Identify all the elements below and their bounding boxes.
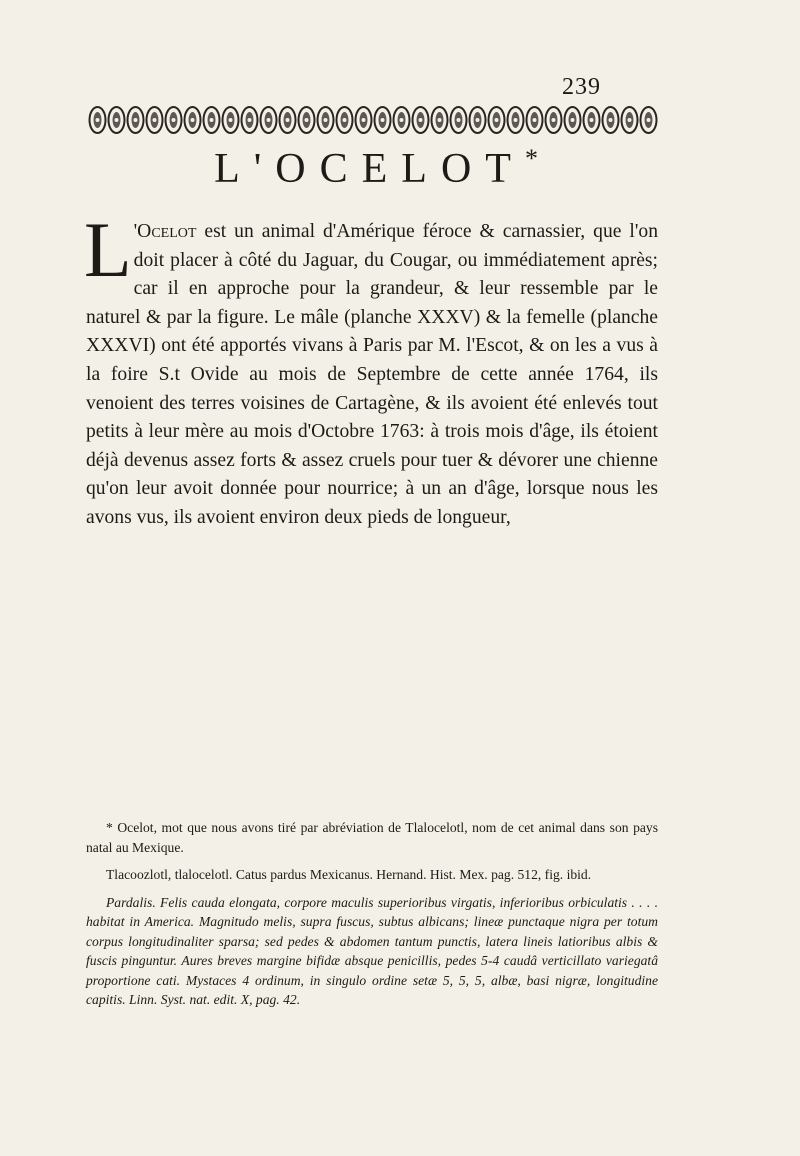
chapter-title xyxy=(96,144,656,193)
drop-cap: L xyxy=(84,206,132,293)
footnote: Tlacoozlotl, tlalocelotl. Catus pardus Mexicanus. Hernand. Hist. Mex. pag. 512, fig. ibid. xyxy=(106,867,592,882)
title-footnote-mark: * xyxy=(524,144,538,173)
chapter-title-text: L'OCELOT xyxy=(214,146,525,192)
page-number: 239 xyxy=(562,74,601,100)
footnote-latin: Pardalis. Felis cauda elongata, corpore maculis superioribus virgatis, inferioribus orbiculatis . . . . habitat in America. Magnitudo melis, supra fuscus, subtus albicans; lineæ punctaque nigra per totum corpus longitudinaliter sparsa; sed pedes & abdomen tantum punctis, latera lineis latioribus albis & fuscis pinguntur. Aures breves margine bifidæ absque penicillis, pedes 5-4 caudâ verticillato variegatâ proportione cati. Mystaces 4 ordinum, in singulo ordine setæ 5, 5, 5, albæ, basi nigræ, longitudine capitis. Linn. Syst. nat. edit. X, pag. 42. xyxy=(86,894,658,1007)
footnotes xyxy=(86,818,658,1018)
footnote: * Ocelot, mot que nous avons tiré par abréviation de Tlalocelotl, nom de cet animal dans son pays natal au Mexique. xyxy=(86,820,658,855)
ornamental-border xyxy=(88,103,658,137)
main-paragraph xyxy=(84,206,658,533)
first-word: 'Ocelot xyxy=(133,221,197,242)
paragraph-text: est un animal d'Amérique féroce & carnassier, que l'on doit placer à côté du Jaguar, du Cougar, ou immédiatement après; car il en approche pour la grandeur, & leur ressemble par le naturel & par la figure. Le mâle (planche XXXV) & la femelle (planche XXXVI) ont été apportés vivans à Paris par M. l'Escot, & on les a vus à la foire S.t Ovide au mois de Septembre de cette année 1764, ils venoient des terres voisines de Cartagène, & ils avoient été enlevés tout petits à leur mère au mois d'Octobre 1763: à trois mois d'âge, ils étoient déjà devenus assez forts & assez cruels pour tuer & dévorer une chienne qu'on leur avoit donnée pour nourrice; à un an d'âge, lorsque nous les avons vus, ils avoient environ deux pieds de longueur, xyxy=(86,221,658,528)
